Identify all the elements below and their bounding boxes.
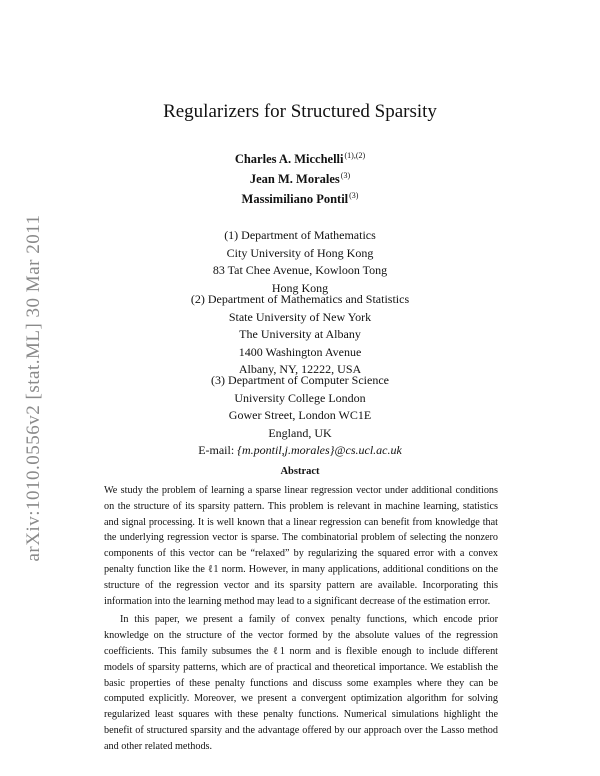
arxiv-identifier-stamp: arXiv:1010.0556v2 [stat.ML] 30 Mar 2011 <box>23 214 44 562</box>
email-label: E-mail: <box>198 443 235 457</box>
email-address[interactable]: {m.pontil,j.morales}@cs.ucl.ac.uk <box>237 443 402 457</box>
author-name: Charles A. Micchelli <box>234 152 344 166</box>
author-affiliation-marks: (3) <box>349 191 359 200</box>
author-2 <box>0 171 600 187</box>
contact-email <box>0 442 600 460</box>
affiliation-line: State University of New York <box>228 309 372 324</box>
abstract-paragraph: We study the problem of learning a sparse linear regression vector under additional conditions on the structure of its sparsity pattern. This problem is relevant in machine learning, statistics and signal processing. It is well known that a linear regression can benefit from knowledge that the underlying regression vector is sparse. The combinatorial problem of selecting the nonzero components of this vector can be “relaxed” by regularizing the squared error with a convex penalty function like the ℓ1 norm. However, in many applications, additional conditions on the structure of the regression vector and its sparsity pattern are available. Incorporating this information into the learning method may lead to a significant decrease of the estimation error. <box>104 485 498 607</box>
abstract-paragraph: In this paper, we present a family of convex penalty functions, which encode prior knowledge on the structure of the vector formed by the absolute values of the regression coefficients. This family subsumes the ℓ1 norm and is flexible enough to include different models of sparsity patterns, which are of practical and theoretical importance. We establish the basic properties of these penalty functions and discuss some examples where they can be computed explicitly. Moreover, we present a convergent optimization algorithm for solving regularized least squares with these penalty functions. Numerical simulations highlight the benefit of structured sparsity and the advantage offered by our approach over the Lasso method and other related methods. <box>104 614 498 752</box>
affiliation-line: City University of Hong Kong <box>226 245 374 260</box>
affiliation-line: (2) Department of Mathematics and Statistics <box>190 292 410 306</box>
affiliation-line: England, UK <box>268 425 332 440</box>
affiliation-line: (3) Department of Computer Science <box>211 373 389 387</box>
affiliation-line: 1400 Washington Avenue <box>238 344 362 359</box>
affiliation-1 <box>0 227 600 297</box>
affiliation-line: Gower Street, London WC1E <box>228 408 372 422</box>
affiliation-line: 83 Tat Chee Avenue, Kowloon Tong <box>212 263 388 277</box>
affiliation-line: The University at Albany <box>239 327 361 341</box>
author-1 <box>0 151 600 167</box>
paper-title: Regularizers for Structured Sparsity <box>163 101 437 122</box>
abstract-heading: Abstract <box>280 466 320 477</box>
author-name: Massimiliano Pontil <box>241 192 349 206</box>
affiliation-line: University College London <box>234 390 366 405</box>
abstract-body <box>104 483 498 755</box>
affiliation-3 <box>0 372 600 460</box>
author-name: Jean M. Morales <box>249 172 340 186</box>
affiliation-line: (1) Department of Mathematics <box>224 228 376 242</box>
author-3 <box>0 191 600 207</box>
affiliation-line: Albany, NY, 12222, USA <box>238 362 362 376</box>
author-affiliation-marks: (3) <box>340 171 351 180</box>
affiliation-line: Hong Kong <box>271 280 329 295</box>
author-affiliation-marks: (1),(2) <box>344 151 366 160</box>
affiliation-2 <box>0 291 600 379</box>
